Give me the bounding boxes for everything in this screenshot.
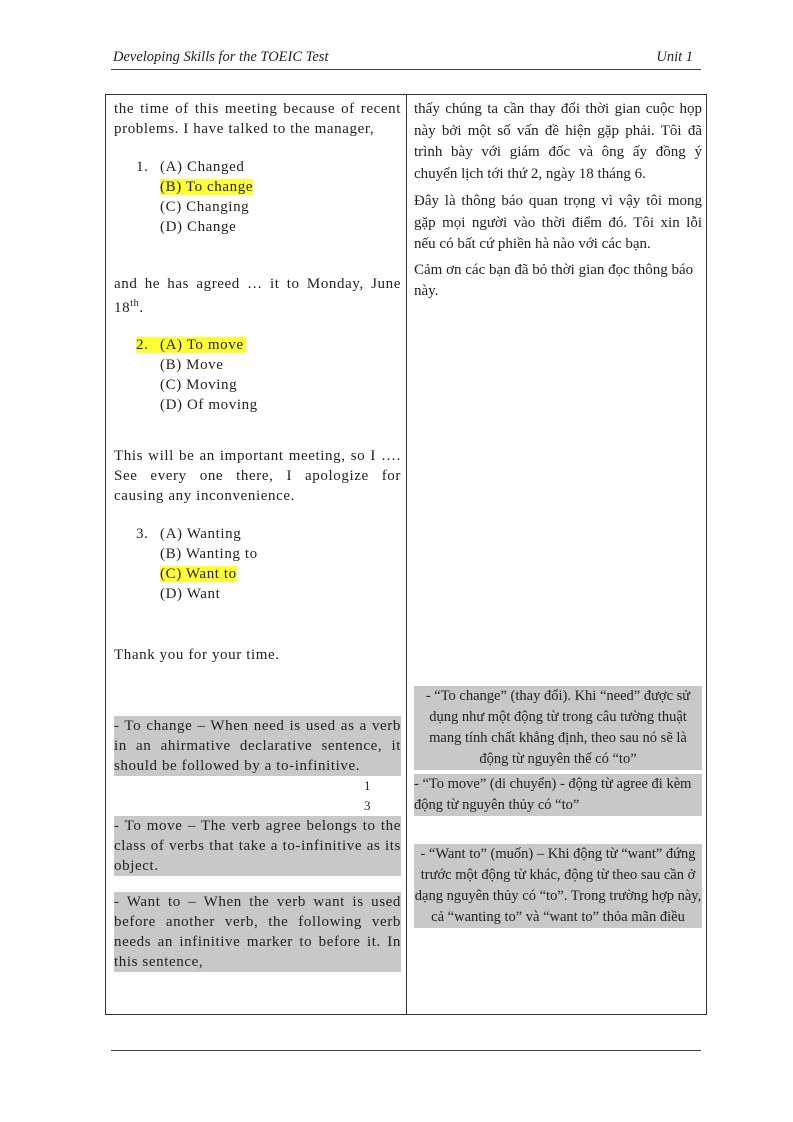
option-b-answer: (B) To change (160, 179, 254, 195)
passage-paragraph-3: This will be an important meeting, so I …. See every one there, I apologize for causing any inconvenience. (114, 448, 401, 504)
translation-paragraph-1: thấy chúng ta cần thay đổi thời gian cuộc họp này bởi một số vấn đề hiện gặp phải. Tôi đã trình bày với giám đốc và ông ấy đồng ý chuyển lịch tới thứ 2, ngày 18 tháng 6. (414, 101, 702, 182)
book-title: Developing Skills for the TOEIC Test (113, 49, 329, 65)
option-c: (C) Moving (160, 377, 238, 393)
option-a-answer: 2. (A) To move (136, 337, 244, 353)
page-number: 1 3 (364, 778, 371, 813)
translation-paragraph-2: Đây là thông báo quan trọng vì vậy tôi mong gặp mọi người vào thời điểm đó. Tôi xin lỗi nếu có bất cứ phiền hà nào với các bạn. (414, 193, 702, 252)
english-column (114, 99, 401, 972)
page-header (111, 47, 701, 70)
footer-rule (111, 1050, 701, 1051)
explanation-2-vi: - “To move” (di chuyển) - động từ agree đi kèm động từ nguyên thủy có “to” (414, 774, 702, 816)
question-2 (114, 335, 401, 415)
passage-paragraph-1: the time of this meeting because of recent problems. I have talked to the manager, (114, 101, 401, 137)
question-number: 1. (136, 159, 149, 175)
unit-label: Unit 1 (656, 49, 693, 65)
closing-line: Thank you for your time. (114, 647, 280, 663)
option-a: (A) Wanting (160, 526, 242, 542)
explanation-1: - To change – When need is used as a verb in an ahirmative declarative sentence, it should be followed by a to-infinitive. (114, 718, 401, 774)
content-table (105, 94, 707, 1015)
explanation-2: - To move – The verb agree belongs to the class of verbs that take a to-infinitive as its object. (114, 818, 401, 874)
question-number: 3. (136, 526, 149, 542)
option-d: (D) Change (160, 219, 237, 235)
option-d: (D) Of moving (160, 397, 258, 413)
explanation-3-vi: - “Want to” (muốn) – Khi động từ “want” đứng trước một động từ khác, động từ theo sau cần ở dạng nguyên thủy có “to”. Trong trường hợp này, cả “wanting to” và “want to” thỏa mãn điều (414, 844, 702, 928)
question-3 (114, 524, 401, 604)
option-c: (C) Changing (160, 199, 250, 215)
option-d: (D) Want (160, 586, 221, 602)
column-divider (406, 95, 407, 1014)
option-b: (B) Move (160, 357, 224, 373)
passage-paragraph-2: and he has agreed … it to Monday, June 18th. (114, 276, 401, 316)
explanation-3: - Want to – When the verb want is used before another verb, the following verb needs an infinitive marker to before it. In this sentence, (114, 894, 401, 970)
question-1 (114, 157, 401, 237)
option-a: (A) Changed (160, 159, 245, 175)
explanation-1-vi: - “To change” (thay đổi). Khi “need” được sử dụng như một động từ trong câu tường thuật mang tính chất khẳng định, theo sau nó sẽ là động từ nguyên thể có “to” (414, 686, 702, 770)
option-b: (B) Wanting to (160, 546, 258, 562)
option-c-answer: (C) Want to (160, 566, 237, 582)
vietnamese-column (414, 99, 702, 928)
translation-paragraph-3: Cảm ơn các bạn đã bỏ thời gian đọc thông báo này. (414, 261, 694, 299)
